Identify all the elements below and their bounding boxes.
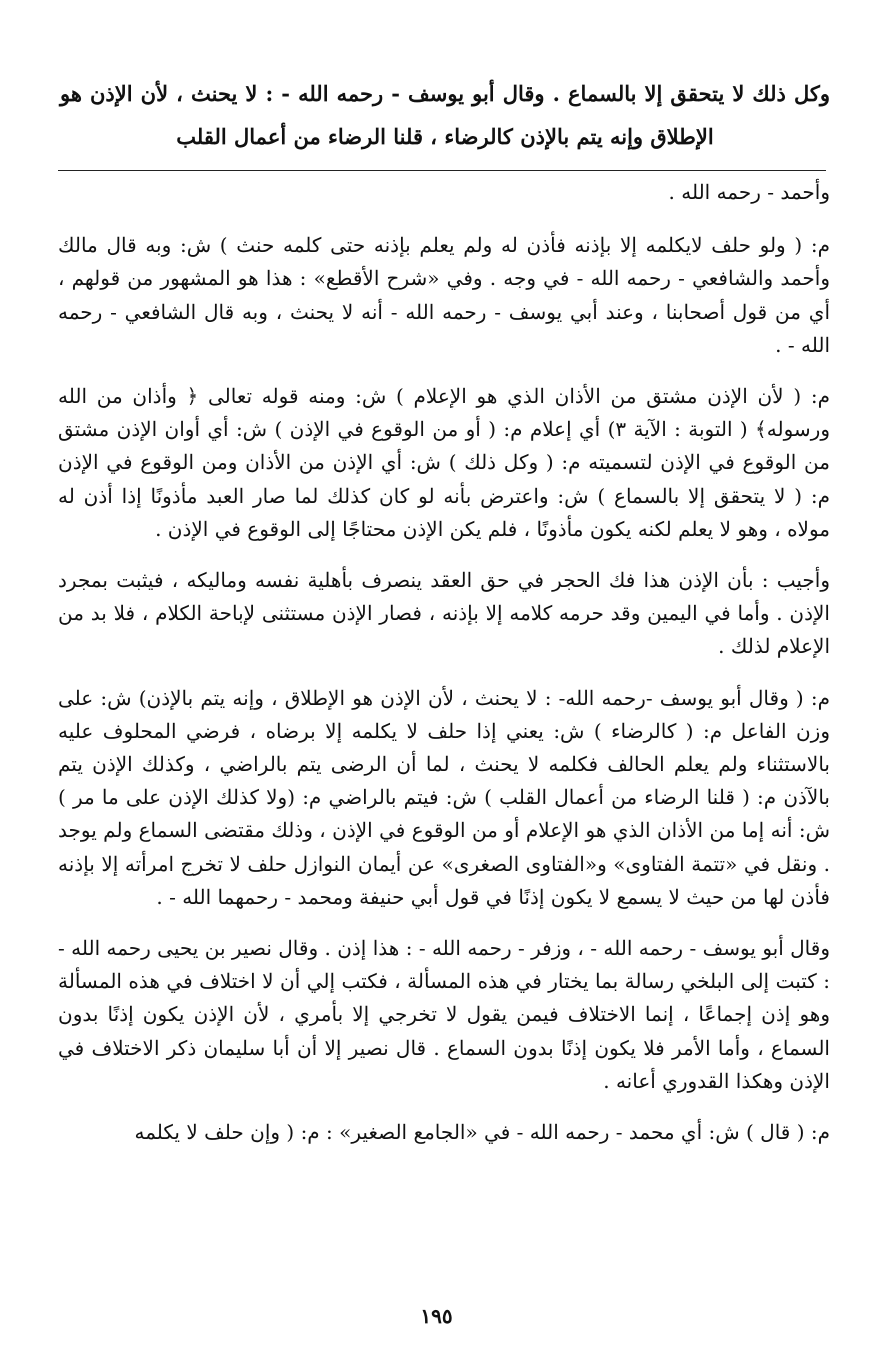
- paragraph: م: ( لأن الإذن مشتق من الأذان الذي هو الإعلام ) ش: ومنه قوله تعالى ﴿ وأذان من الله ورسوله﴾ ( التوبة : الآية ٣) أي إعلام م: ( أو من الوقوع في الإذن ) ش: أي أوان الإذن مشتق من الوقوع في الإذن لتسميته م: ( وكل ذلك ) ش: أي الإذن من الأذان ومن الوقوع في الإذن م: ( لا يتحقق إلا بالسماع ) ش: واعترض بأنه لو كان كذلك لما صار العبد مأذونًا إذا أذن له مولاه ، وهو لا يعلم لكنه يكون مأذونًا ، فلم يكن الإذن محتاجًا إلى الوقوع في الإذن .: [58, 384, 830, 541]
- header-matn-text: وكل ذلك لا يتحقق إلا بالسماع . وقال أبو يوسف - رحمه الله - : لا يحنث ، لأن الإذن هو الإطلاق وإنه يتم بالإذن كالرضاء ، قلنا الرضاء من أعمال القلب: [60, 81, 830, 149]
- paragraph: وأحمد - رحمه الله .: [668, 180, 830, 204]
- paragraph: م: ( وقال أبو يوسف -رحمه الله- : لا يحنث ، لأن الإذن هو الإطلاق ، وإنه يتم بالإذن) ش: على وزن الفاعل م: ( كالرضاء ) ش: يعني إذا حلف لا يكلمه إلا برضاه ، فرضي المحلوف عليه بالاستثناء ولم يعلم الحالف فكلمه لا يحنث ، لما أن الرضى يتم بالراضي ، وكذلك الإذن يتم بالآذن م: ( قلنا الرضاء من أعمال القلب ) ش: فيتم بالراضي م: (ولا كذلك الإذن على ما مر ) ش: أنه إما من الأذان الذي هو الإعلام أو من الوقوع في الإذن ، وذلك مقتضى السماع ولم يوجد . ونقل في «تتمة الفتاوى» و«الفتاوى الصغرى» عن أيمان النوازل حلف لا تخرج امرأته إلا بإذنه فأذن لها من حيث لا يسمع لا يكون إذنًا في قول أبي حنيفة ومحمد - رحمهما الله - .: [58, 685, 830, 909]
- separator-rule: [58, 170, 826, 171]
- commentary-body: [58, 176, 830, 1167]
- paragraph: وأجيب : بأن الإذن هذا فك الحجر في حق العقد ينصرف بأهلية نفسه وماليكه ، فيثبت بمجرد الإذن . وأما في اليمين وقد حرمه كلامه إلا بإذنه ، فصار الإذن مستثنى لإباحة الكلام ، فلا بد من الإعلام لذلك .: [58, 568, 830, 659]
- paragraph: وقال أبو يوسف - رحمه الله - ، وزفر - رحمه الله - : هذا إذن . وقال نصير بن يحيى رحمه الله - : كتبت إلى البلخي رسالة بما يختار في هذه المسألة ، فكتب إلي أن لا اختلاف في هذه المسألة وهو إذن إجماعًا ، إنما الاختلاف فيمن يقول لا تخرجي إلا بأمري ، لأن الإذن يكون إذنًا بدون السماع ، وأما الأمر فلا يكون إذنًا بدون السماع . قال نصير إلا أن أبا سليمان ذكر الاختلاف في الإذن وهكذا القدوري أعانه .: [58, 936, 830, 1093]
- paragraph: م: ( ولو حلف لايكلمه إلا بإذنه فأذن له ولم يعلم بإذنه حتى كلمه حنث ) ش: وبه قال مالك وأحمد والشافعي - رحمه الله - في وجه . وفي «شرح الأقطع» : هذا هو المشهور من قولهم ، أي من قول أصحابنا ، وعند أبي يوسف - رحمه الله - أنه لا يحنث ، وبه قال الشافعي - رحمه الله - .: [58, 233, 831, 357]
- paragraph: م: ( قال ) ش: أي محمد - رحمه الله - في «الجامع الصغير» : م: ( وإن حلف لا يكلمه: [134, 1120, 830, 1145]
- page-number: ١٩٥: [420, 1304, 453, 1328]
